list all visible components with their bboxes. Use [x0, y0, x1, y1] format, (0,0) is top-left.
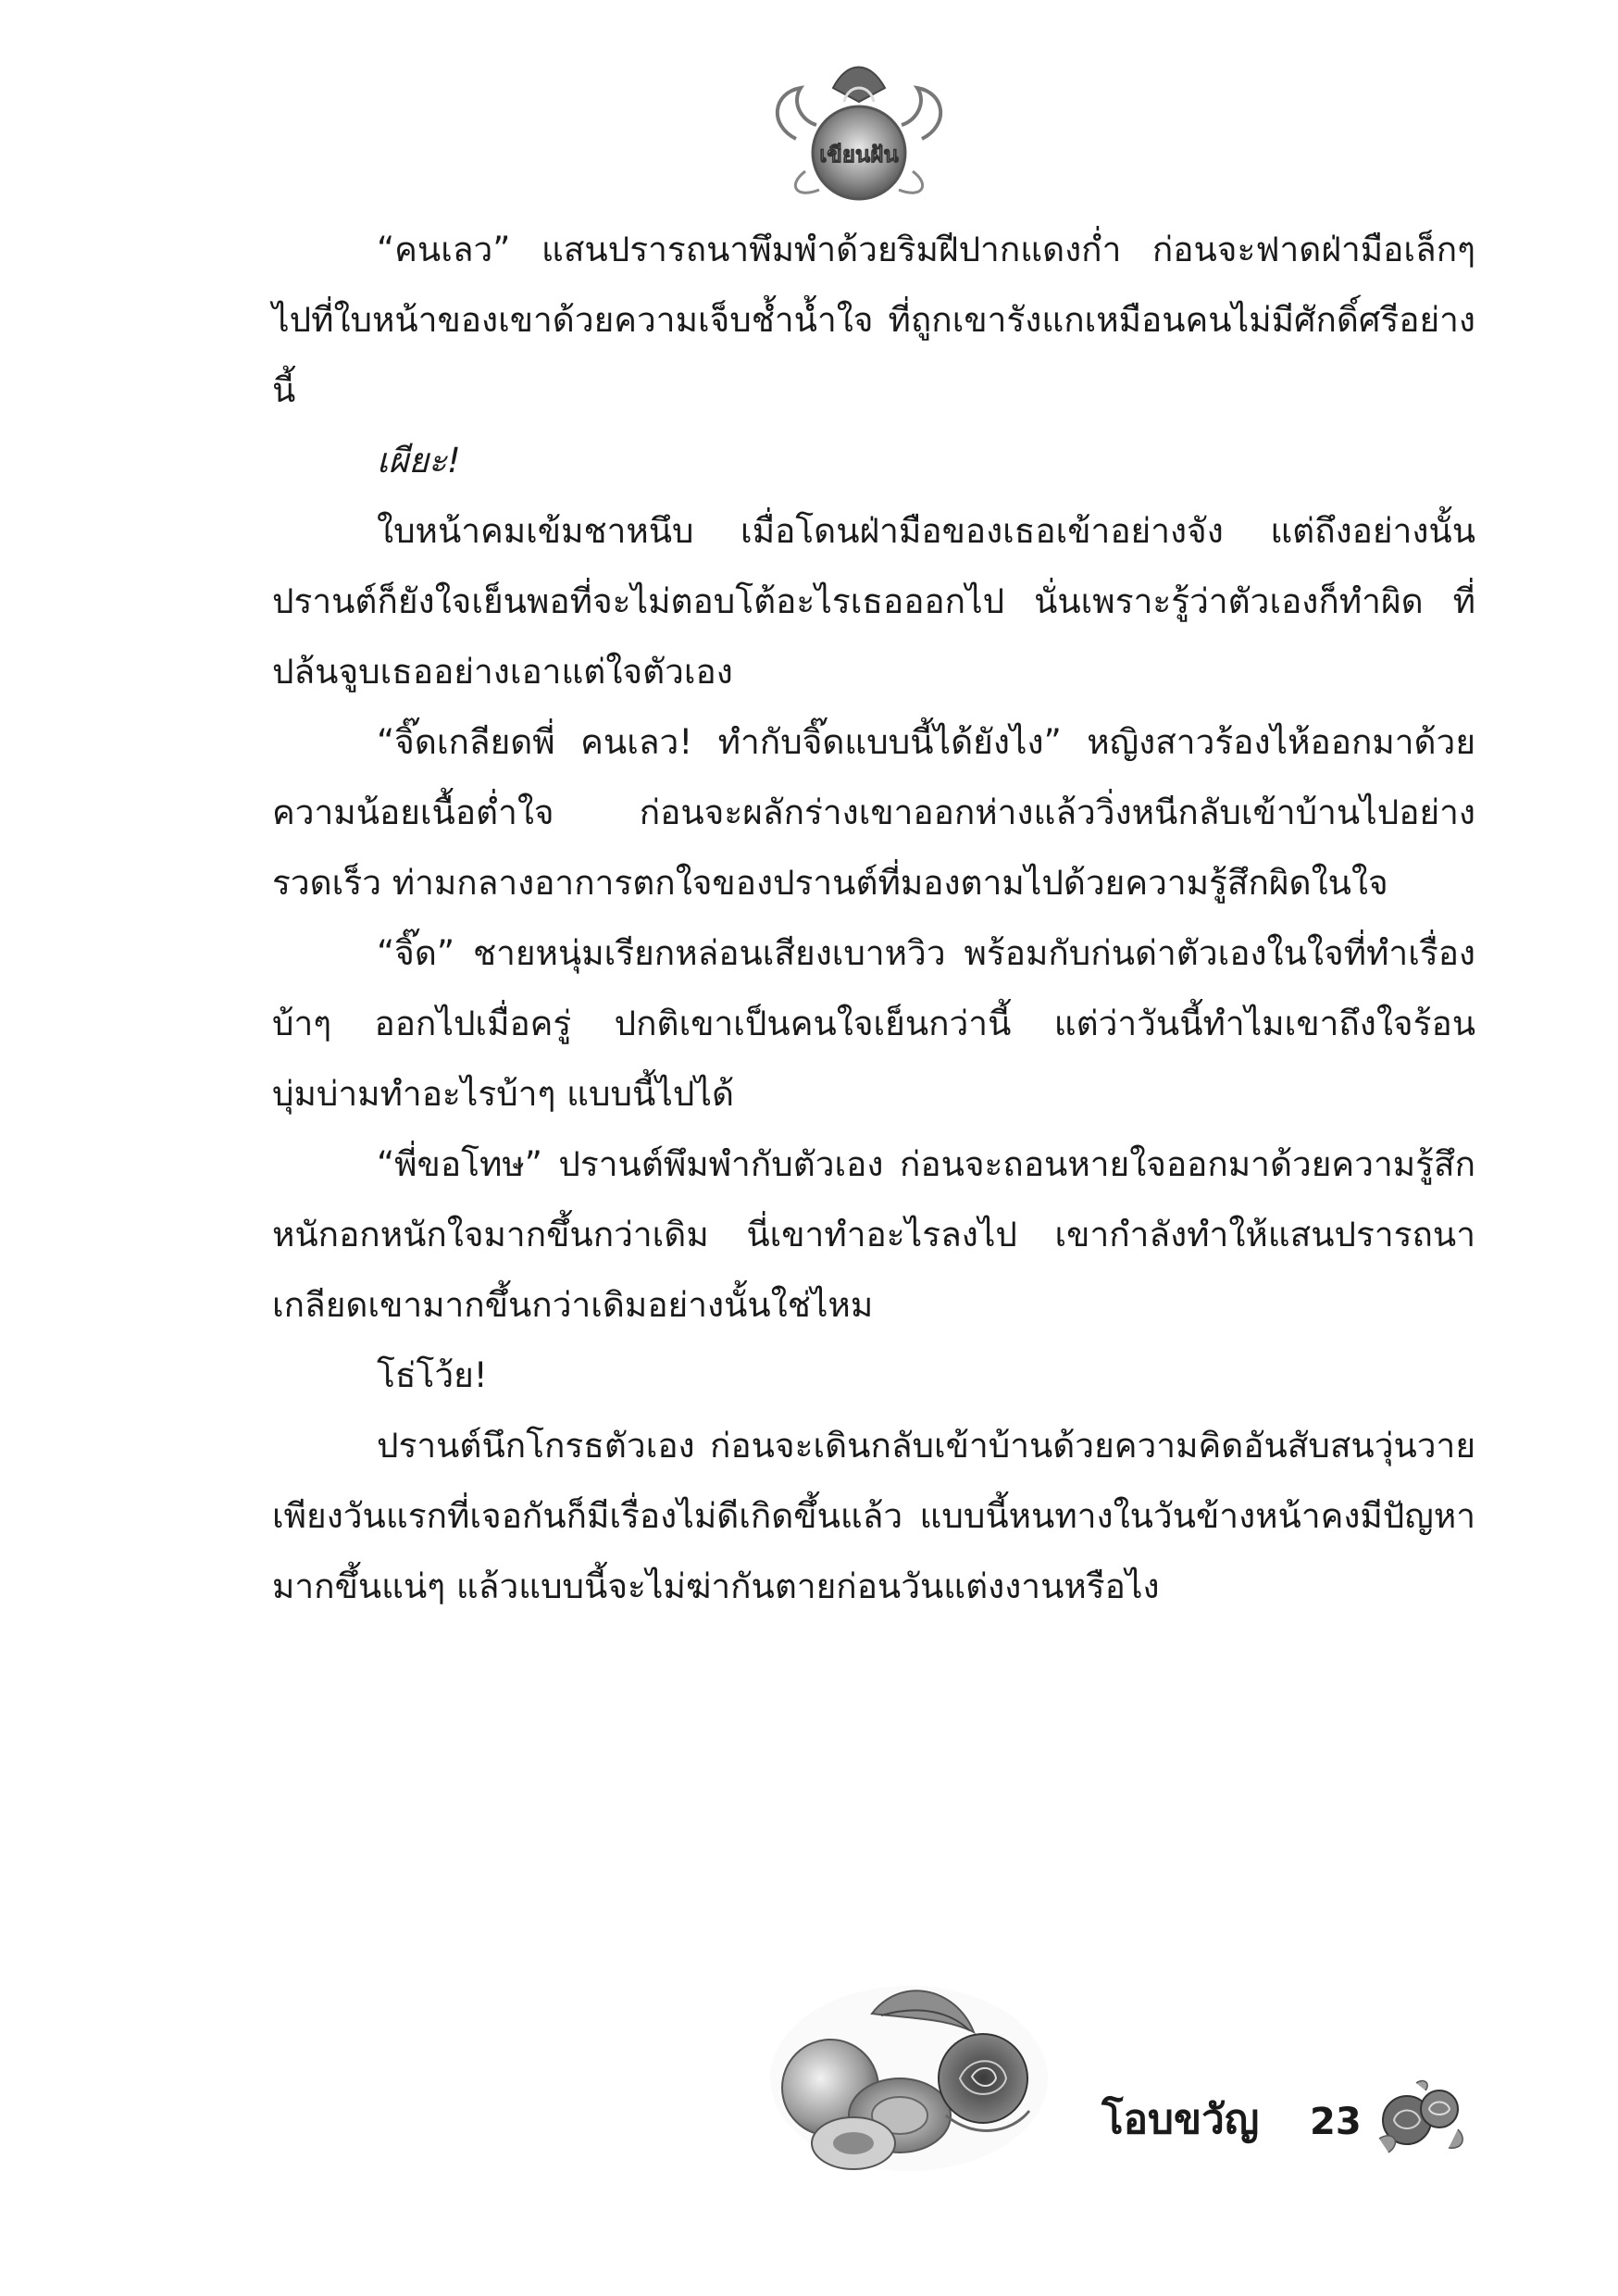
rose-cluster-icon	[1370, 2074, 1472, 2157]
paragraph: “คนเลว” แสนปรารถนาพึมพำด้วยริมฝีปากแดงก่ำ ก่อนจะฟาดฝ่ามือเล็กๆ ไปที่ใบหน้าของเขาด้วยความเจ็บช้ำน้ำใจ ที่ถูกเขารังแกเหมือนคนไม่มีศักดิ์ศรีอย่างนี้	[272, 230, 1475, 410]
book-title: โอบขวัญ	[1101, 2096, 1260, 2143]
fruit-and-rose-illustration-icon	[761, 1977, 1057, 2180]
paragraph: โธ่โว้ย!	[377, 1355, 488, 1395]
paragraph: “จิ๊ดเกลียดพี่ คนเลว! ทำกับจิ๊ดแบบนี้ได้ยังไง” หญิงสาวร้องไห้ออกมาด้วยความน้อยเนื้อต่ำใจ ก่อนจะผลักร่างเขาออกห่างแล้ววิ่งหนีกลับเข้าบ้านไปอย่างรวดเร็ว ท่ามกลางอาการตกใจของปรานต์ที่มองตามไปด้วยความรู้สึกผิดในใจ	[272, 722, 1475, 903]
body-text	[272, 215, 1475, 1622]
paragraph: “พี่ขอโทษ” ปรานต์พึมพำกับตัวเอง ก่อนจะถอนหายใจออกมาด้วยความรู้สึกหนักอกหนักใจมากขึ้นกว่าเดิม นี่เขาทำอะไรลงไป เขากำลังทำให้แสนปรารถนาเกลียดเขามากขึ้นกว่าเดิมอย่างนั้นใช่ไหม	[272, 1144, 1475, 1325]
paragraph: เผียะ!	[377, 441, 461, 480]
paragraph: ปรานต์นึกโกรธตัวเอง ก่อนจะเดินกลับเข้าบ้านด้วยความคิดอันสับสนวุ่นวาย เพียงวันแรกที่เจอกันก็มีเรื่องไม่ดีเกิดขึ้นแล้ว แบบนี้หนทางในวันข้างหน้าคงมีปัญหามากขึ้นแน่ๆ แล้วแบบนี้จะไม่ฆ่ากันตายก่อนวันแต่งงานหรือไง	[272, 1426, 1475, 1606]
paragraph: “จิ๊ด” ชายหนุ่มเรียกหล่อนเสียงเบาหวิว พร้อมกับก่นด่าตัวเองในใจที่ทำเรื่องบ้าๆ ออกไปเมื่อครู่ ปกติเขาเป็นคนใจเย็นกว่านี้ แต่ว่าวันนี้ทำไมเขาถึงใจร้อนบุ่มบ่ามทำอะไรบ้าๆ แบบนี้ไปได้	[272, 933, 1475, 1114]
emblem-text: เขียนฝัน	[819, 141, 899, 168]
ornamental-crest-icon	[759, 51, 959, 208]
page-number: 23	[1310, 2101, 1362, 2143]
paragraph: ใบหน้าคมเข้มชาหนึบ เมื่อโดนฝ่ามือของเธอเข้าอย่างจัง แต่ถึงอย่างนั้นปรานต์ก็ยังใจเย็นพอที่จะไม่ตอบโต้อะไรเธอออกไป นั่นเพราะรู้ว่าตัวเองก็ทำผิด ที่ปล้นจูบเธออย่างเอาแต่ใจตัวเอง	[272, 511, 1475, 692]
